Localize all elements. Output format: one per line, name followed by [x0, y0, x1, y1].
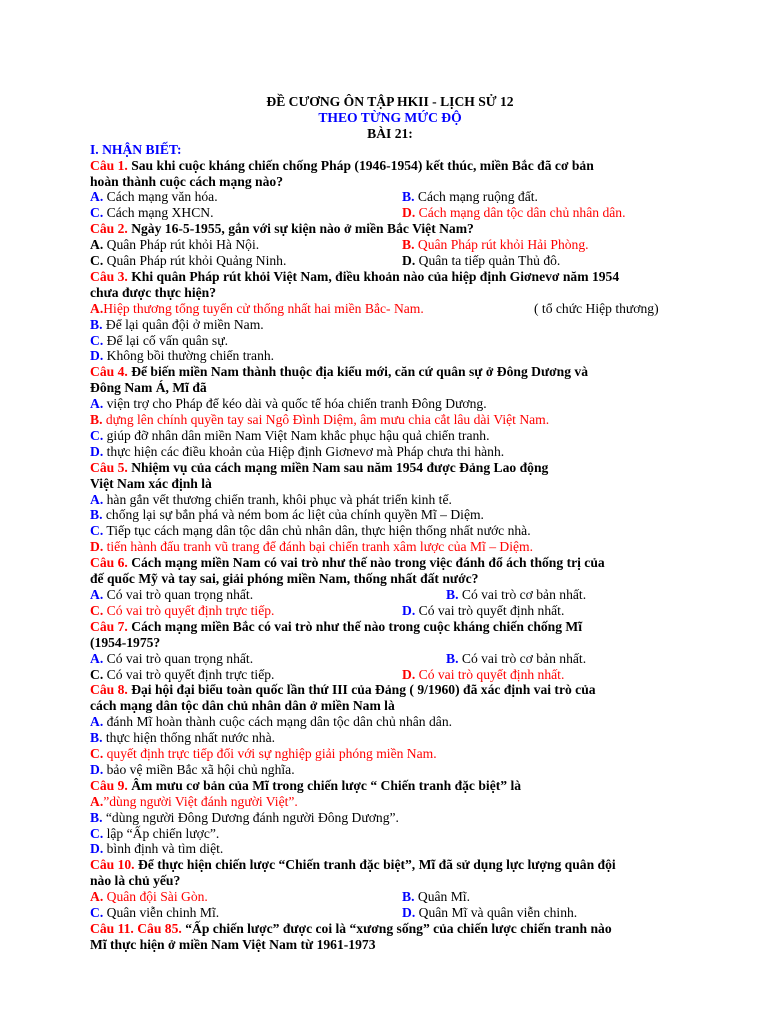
answer-b: B. “dùng người Đông Dương đánh người Đông Dương”.: [90, 809, 399, 825]
question-11: [90, 921, 690, 937]
question-7: [90, 619, 690, 635]
answer-a: A. Quân đội Sài Gòn.: [90, 889, 208, 905]
question-number: Câu 10.: [90, 857, 135, 873]
answer-a: A. viện trợ cho Pháp để kéo dài và quốc tế hóa chiến tranh Đông Dương.: [90, 396, 487, 412]
lesson-heading: BÀI 21:: [367, 125, 413, 141]
answer-d: D. Có vai trò quyết định nhất.: [402, 602, 565, 618]
question-number: Câu 3.: [90, 268, 128, 284]
answer-a: A.Hiệp thương tổng tuyển cử thống nhất hai miền Bắc- Nam.: [90, 300, 424, 316]
answer-b: B. dựng lên chính quyền tay sai Ngô Đình Diệm, âm mưu chia cắt lâu dài Việt Nam.: [90, 412, 550, 428]
question-9: [90, 778, 690, 794]
question-text-cont: Việt Nam xác định là: [90, 475, 212, 491]
question-text-cont: cách mạng dân tộc dân chủ nhân dân ở miền Nam là: [90, 698, 395, 714]
answer-b: B. Có vai trò cơ bản nhất.: [446, 650, 587, 666]
question-2: [90, 221, 690, 237]
answer-row: [90, 603, 690, 619]
answer-c: C. Tiếp tục cách mạng dân tộc dân chủ nhân dân, thực hiện thống nhất nước nhà.: [90, 523, 531, 539]
document-body: [90, 94, 690, 953]
question-number: Câu 8.: [90, 682, 128, 698]
answer-c: C. Để lại cố vấn quân sự.: [90, 332, 228, 348]
question-10: [90, 857, 690, 873]
question-text-cont: (1954-1975?: [90, 634, 161, 650]
answer-b: B. chống lại sự bắn phá và ném bom ác liệt của chính quyền Mĩ – Diệm.: [90, 507, 484, 523]
document-subtitle: THEO TỪNG MỨC ĐỘ: [318, 109, 462, 125]
answer-c: C. Có vai trò quyết định trực tiếp.: [90, 666, 275, 682]
answer-d: D. Quân Mĩ và quân viễn chinh.: [402, 905, 578, 921]
question-number: Câu 2.: [90, 221, 128, 237]
section-heading: I. NHẬN BIẾT:: [90, 141, 182, 157]
answer-c: C. Quân Pháp rút khỏi Quảng Ninh.: [90, 253, 287, 269]
answer-a: A. Có vai trò quan trọng nhất.: [90, 587, 254, 603]
answer-c: C. Có vai trò quyết định trực tiếp.: [90, 602, 275, 618]
answer-b: B. thực hiện thống nhất nước nhà.: [90, 730, 276, 746]
question-text: “Ấp chiến lược” được coi là “xương sống” của chiến lược chiến tranh nào: [185, 920, 612, 936]
answer-row: [90, 205, 690, 221]
answer-d: D. Cách mạng dân tộc dân chủ nhân dân.: [402, 205, 626, 221]
question-text: Cách mạng miền Nam có vai trò như thế nào trong việc đánh đổ ách thống trị của: [131, 555, 605, 571]
question-number-alt: Câu 85.: [137, 920, 182, 936]
question-text: Sau khi cuộc kháng chiến chống Pháp (1946-1954) kết thúc, miền Bắc đã cơ bản: [131, 157, 594, 173]
answer-b: B. Cách mạng ruộng đất.: [402, 189, 538, 205]
question-number: Câu 4.: [90, 364, 128, 380]
answer-d: D. Quân ta tiếp quản Thủ đô.: [402, 253, 561, 269]
answer-b: B. Quân Mĩ.: [402, 889, 470, 905]
question-text-cont: Mĩ thực hiện ở miền Nam Việt Nam từ 1961-1973: [90, 936, 376, 952]
question-number: Câu 5.: [90, 459, 128, 475]
question-number: Câu 1.: [90, 157, 128, 173]
answer-a: A. Có vai trò quan trọng nhất.: [90, 650, 254, 666]
question-text: Để thực hiện chiến lược “Chiến tranh đặc biệt”, Mĩ đã sử dụng lực lượng quân đội: [137, 857, 616, 873]
question-text-cont: hoàn thành cuộc cách mạng nào?: [90, 173, 283, 189]
question-text-cont: đế quốc Mỹ và tay sai, giải phóng miền Nam, thống nhất đất nước?: [90, 571, 479, 587]
question-text: Ngày 16-5-1955, gắn với sự kiện nào ở miền Bắc Việt Nam?: [131, 221, 474, 237]
answer-b: B. Quân Pháp rút khỏi Hải Phòng.: [402, 237, 589, 253]
answer-row: [90, 889, 690, 905]
question-6: [90, 555, 690, 571]
question-text-cont: nào là chủ yếu?: [90, 873, 181, 889]
answer-row: [90, 301, 690, 317]
question-text: Nhiệm vụ của cách mạng miền Nam sau năm 1954 được Đảng Lao động: [131, 459, 549, 475]
answer-c: C. quyết định trực tiếp đối với sự nghiệp giải phóng miền Nam.: [90, 746, 437, 762]
answer-row: [90, 651, 690, 667]
answer-b: B. Có vai trò cơ bản nhất.: [446, 587, 587, 603]
answer-a: A. hàn gắn vết thương chiến tranh, khôi phục và phát triển kinh tế.: [90, 491, 452, 507]
question-number: Câu 11.: [90, 920, 134, 936]
question-5: [90, 460, 690, 476]
answer-note: ( tổ chức Hiệp thương): [534, 300, 659, 316]
answer-a: A. Cách mạng văn hóa.: [90, 189, 218, 205]
question-1: [90, 158, 690, 174]
document-title: ĐỀ CƯƠNG ÔN TẬP HKII - LỊCH SỬ 12: [266, 94, 514, 109]
question-text: Cách mạng miền Bắc có vai trò như thế nào trong cuộc kháng chiến chống Mĩ: [131, 618, 583, 634]
answer-row: [90, 905, 690, 921]
answer-row: [90, 253, 690, 269]
answer-d: D. thực hiện các điều khoản của Hiệp định Giơnevơ mà Pháp chưa thi hành.: [90, 443, 505, 459]
question-text-cont: chưa được thực hiện?: [90, 284, 217, 300]
question-text-cont: Đông Nam Á, Mĩ đã: [90, 380, 207, 396]
question-text: Âm mưu cơ bản của Mĩ trong chiến lược “ Chiến tranh đặc biệt” là: [131, 777, 522, 793]
answer-d: D. bình định và tìm diệt.: [90, 841, 224, 857]
question-text: Đại hội đại biểu toàn quốc lần thứ III của Đảng ( 9/1960) đã xác định vai trò của: [131, 682, 596, 698]
answer-a: A. đánh Mĩ hoàn thành cuộc cách mạng dân tộc dân chủ nhân dân.: [90, 714, 453, 730]
answer-a: A.”dùng người Việt đánh người Việt”.: [90, 793, 298, 809]
answer-c: C. Quân viễn chinh Mĩ.: [90, 905, 220, 921]
answer-c: C. giúp đỡ nhân dân miền Nam Việt Nam khắc phục hậu quả chiến tranh.: [90, 427, 490, 443]
question-number: Câu 7.: [90, 618, 128, 634]
answer-row: [90, 587, 690, 603]
answer-d: D. Có vai trò quyết định nhất.: [402, 666, 565, 682]
answer-d: D. bảo vệ miền Bắc xã hội chủ nghĩa.: [90, 761, 295, 777]
answer-d: D. Không bồi thường chiến tranh.: [90, 348, 275, 364]
answer-row: [90, 189, 690, 205]
question-number: Câu 9.: [90, 777, 128, 793]
answer-c: C. lập “Ấp chiến lược”.: [90, 825, 220, 841]
question-3: [90, 269, 690, 285]
question-text: Để biến miền Nam thành thuộc địa kiểu mới, căn cứ quân sự ở Đông Dương và: [131, 364, 589, 380]
answer-row: [90, 667, 690, 683]
question-4: [90, 364, 690, 380]
question-text: Khi quân Pháp rút khỏi Việt Nam, điều khoản nào của hiệp định Giơnevơ năm 1954: [131, 268, 620, 284]
answer-a: A. Quân Pháp rút khỏi Hà Nội.: [90, 237, 260, 253]
answer-c: C. Cách mạng XHCN.: [90, 205, 214, 221]
question-number: Câu 6.: [90, 555, 128, 571]
answer-d: D. tiến hành đấu tranh vũ trang để đánh bại chiến tranh xâm lược của Mĩ – Diệm.: [90, 539, 534, 555]
answer-b: B. Để lại quân đội ở miền Nam.: [90, 316, 264, 332]
answer-row: [90, 237, 690, 253]
question-8: [90, 682, 690, 698]
